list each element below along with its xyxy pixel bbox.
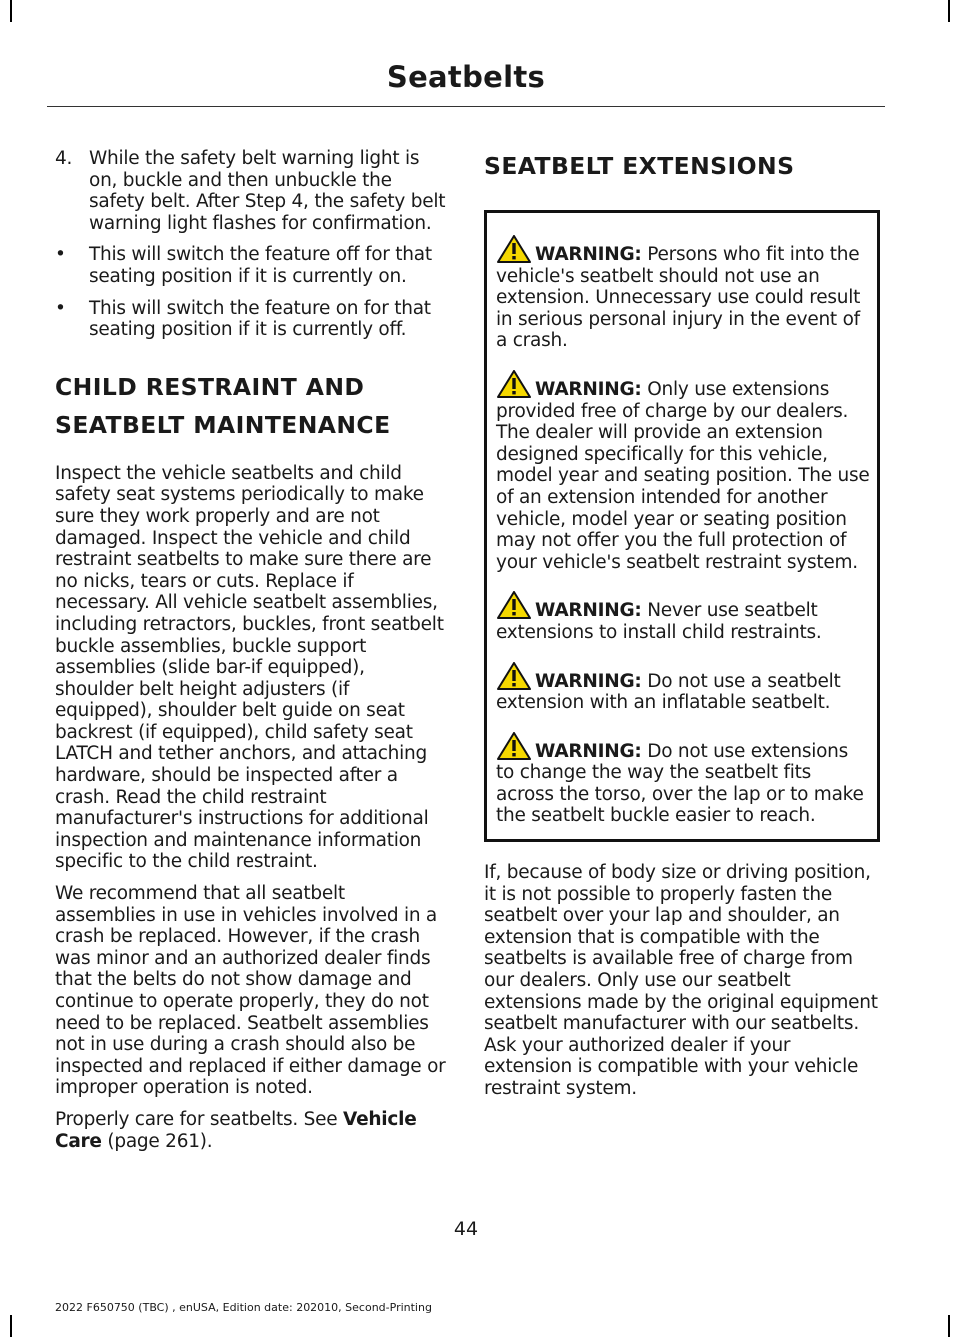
warning-triangle-icon [496, 591, 532, 619]
section-heading-line2: SEATBELT MAINTENANCE [55, 410, 391, 439]
bullet-text: This will switch the feature on for that seating position if it is currently off. [89, 297, 431, 341]
warning-label: WARNING: [535, 244, 642, 265]
body-paragraph: We recommend that all seatbelt assemblies in use in vehicles involved in a crash be replaced. However, if the crash was minor and an authorized dealer finds that the belts do not show damage and continue to operate properly, they do not need to be replaced. Seatbelt assemblies not in use during a crash should also be inspected and replaced if either damage or improper operation is noted. [55, 883, 446, 1099]
bullet-text: This will switch the feature off for that seating position if it is currently on. [89, 244, 432, 287]
crop-mark-bottom-left [10, 1315, 12, 1337]
bullet-item [55, 244, 447, 287]
section-heading [55, 371, 447, 441]
footer-edition-info: 2022 F650750 (TBC) , enUSA, Edition date: 202010, Second-Printing [55, 1301, 432, 1314]
warning-triangle-icon [496, 370, 532, 398]
cross-reference-prefix: Properly care for seatbelts. See [55, 1108, 344, 1130]
warning-label: WARNING: [535, 670, 642, 692]
step-item [55, 148, 447, 234]
warning-item [496, 732, 871, 827]
body-paragraph: Inspect the vehicle seatbelts and child safety seat systems periodically to make sure they work properly and are not damaged. Inspect the vehicle and child restraint seatbelts to make sure there are no nicks, tears or cuts. Replace if necessary. All vehicle seatbelt assemblies, including retractors, buckles, front seatbelt buckle assemblies, buckle support assemblies (slide bar-if equipped), shoulder belt height adjusters (if equipped), shoulder belt guide on seat backrest (if equipped), child safety seat LATCH and tether anchors, and attaching hardware, should be inspected after a crash. Read the child restraint manufacturer's instructions for additional inspection and maintenance information specific to the child restraint. [55, 462, 444, 873]
warning-item [496, 662, 871, 714]
page-title: Seatbelts [386, 60, 546, 94]
step-text: While the safety belt warning light is on, buckle and then unbuckle the safety belt. After Step 4, the safety belt warning light flashes for confirmation. [89, 148, 446, 234]
section-heading [484, 150, 880, 182]
warning-label: WARNING: [535, 378, 642, 400]
warning-text: Persons who fit into the vehicle's seatbelt should not use an extension. Unnecessary use could result in serious personal injury in the event of a crash. [496, 244, 861, 352]
warning-item [496, 370, 871, 573]
warning-text: Do not use a seatbelt extension with an inflatable seatbelt. [496, 670, 841, 714]
warning-triangle-icon [496, 235, 532, 263]
header-divider [47, 106, 885, 107]
warning-label: WARNING: [535, 600, 642, 622]
right-column [484, 148, 880, 1110]
page-number: 44 [453, 1218, 479, 1240]
vehicle-care-link[interactable]: Vehicle Care [55, 1108, 417, 1152]
warning-item [496, 235, 871, 352]
section-heading-text: SEATBELT EXTENSIONS [484, 152, 795, 180]
bullet-item [55, 298, 447, 341]
warning-triangle-icon [496, 732, 532, 760]
crop-mark-bottom-right [948, 1315, 950, 1337]
warning-text: Never use seatbelt extensions to install child restraints. [496, 600, 822, 643]
cross-reference-suffix: (page 261). [101, 1130, 213, 1152]
cross-reference-paragraph [55, 1109, 447, 1152]
left-column [55, 148, 447, 1162]
warning-box [484, 210, 880, 842]
bullet-marker: • [55, 297, 66, 319]
crop-mark-top-right [948, 0, 950, 22]
crop-mark-top-left [10, 0, 12, 22]
warning-text: Do not use extensions to change the way the seatbelt fits across the torso, over the lap or to make the seatbelt buckle easier to reach. [496, 740, 864, 827]
warning-label: WARNING: [535, 740, 642, 762]
warning-item [496, 591, 871, 643]
section-heading-line1: CHILD RESTRAINT AND [55, 372, 365, 401]
warning-text: Only use extensions provided free of charge by our dealers. The dealer will provide an extension designed specifically for this vehicle, model year and seating position. The use of an extension intended for another vehicle, model year or seating position may not offer you the full protection of your vehicle's seatbelt restraint system. [496, 378, 870, 573]
body-paragraph: If, because of body size or driving position, it is not possible to properly fasten the seatbelt over your lap and shoulder, an extension that is compatible with the seatbelts is available free of charge from our dealers. Only use our seatbelt extensions made by the original equipment seatbelt manufacturer with our seatbelts. Ask your authorized dealer if your extension is compatible with your vehicle restraint system. [484, 862, 878, 1099]
bullet-marker: • [55, 244, 66, 266]
step-number: 4. [55, 148, 73, 169]
warning-triangle-icon [496, 662, 532, 690]
